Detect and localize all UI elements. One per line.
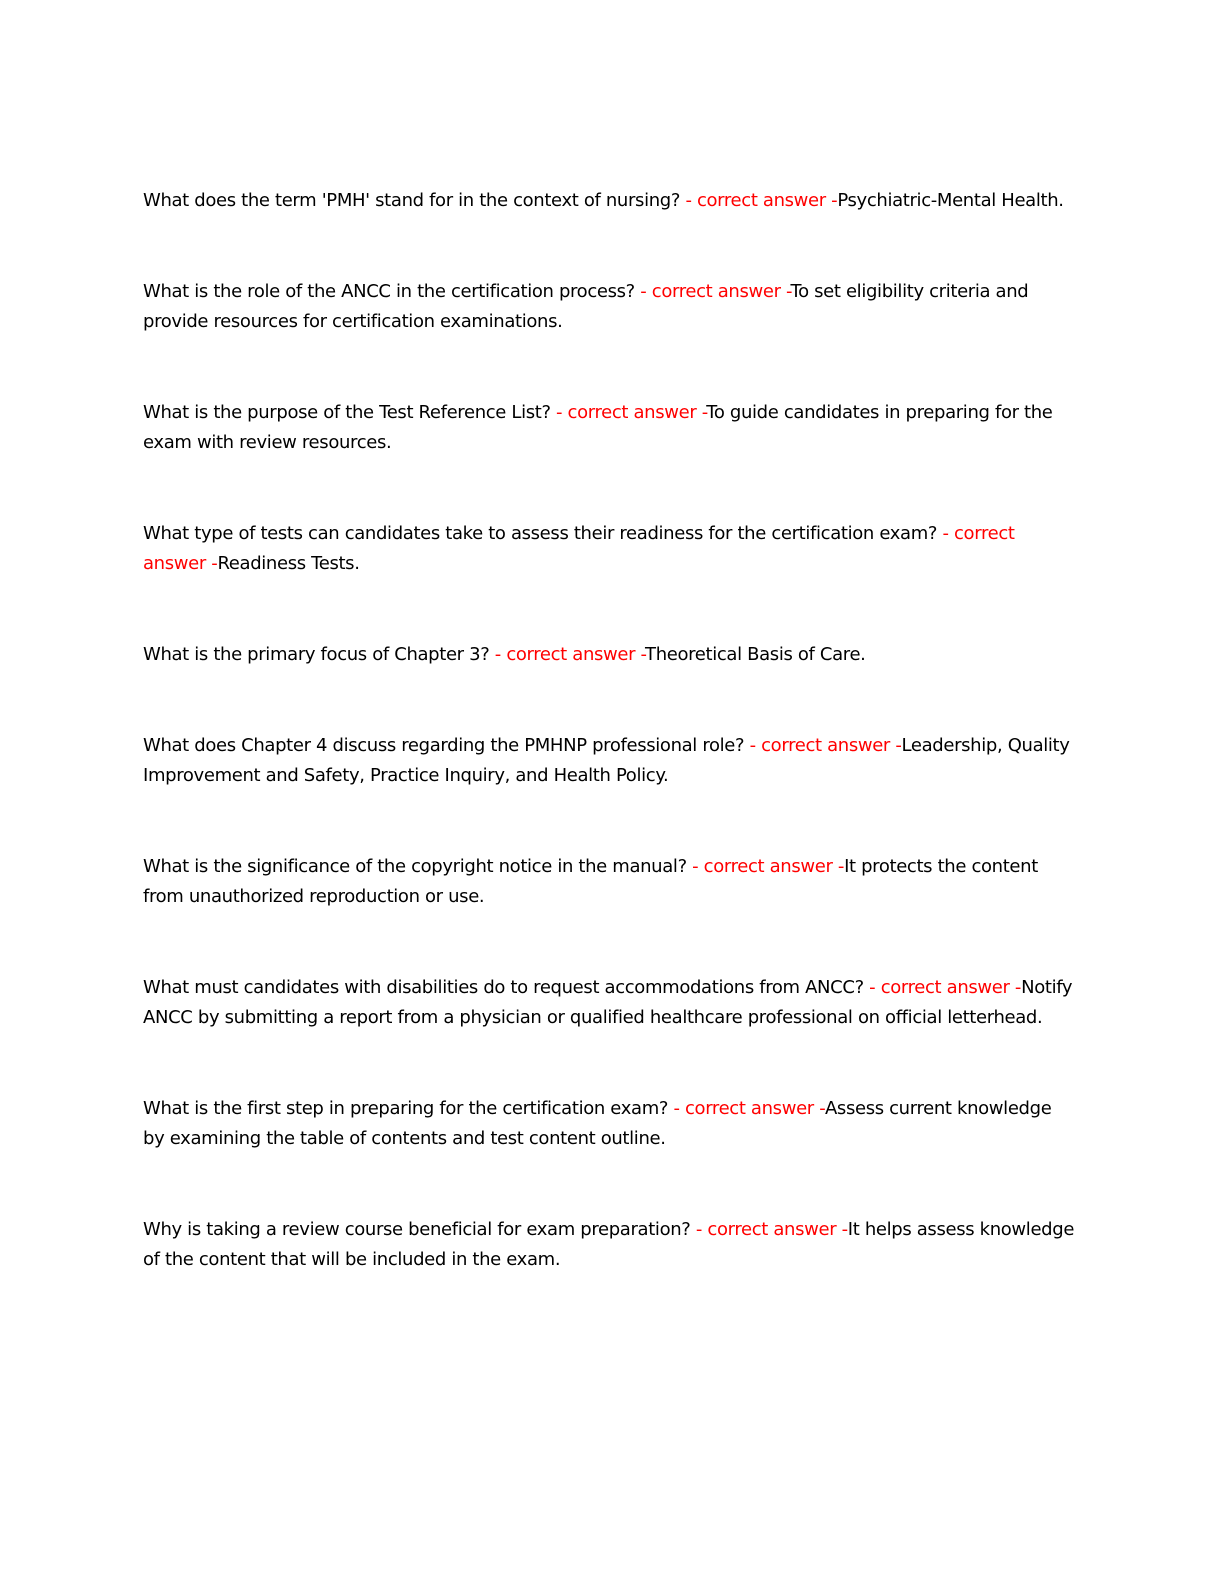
answer-text: Readiness Tests.	[217, 553, 360, 574]
question-text: What is the first step in preparing for the certification exam?	[143, 1098, 674, 1119]
correct-answer-marker: - correct answer -	[695, 1219, 848, 1240]
answer-text: It helps assess knowledge of the content that will be included in the exam.	[143, 1219, 1075, 1270]
answer-text: To guide candidates in preparing for the exam with review resources.	[143, 402, 1053, 453]
qa-item-1	[143, 186, 1078, 216]
correct-answer-marker: - correct answer -	[673, 1098, 825, 1119]
question-text: Why is taking a review course beneficial for exam preparation?	[143, 1219, 696, 1240]
correct-answer-marker: - correct answer -	[640, 281, 791, 302]
document-page	[143, 186, 1078, 1336]
correct-answer-marker: - correct answer -	[692, 856, 845, 877]
qa-item-2	[143, 277, 1078, 337]
qa-item-3	[143, 398, 1078, 458]
answer-text: Assess current knowledge by examining the table of contents and test content outline.	[143, 1098, 1052, 1149]
qa-item-5	[143, 640, 1078, 670]
qa-item-4	[143, 519, 1078, 579]
question-text: What does the term 'PMH' stand for in the context of nursing?	[143, 190, 686, 211]
qa-item-6	[143, 731, 1078, 791]
question-text: What is the significance of the copyright notice in the manual?	[143, 856, 693, 877]
answer-text: To set eligibility criteria and provide resources for certification examinations.	[143, 281, 1029, 332]
correct-answer-marker: - correct answer -	[749, 735, 902, 756]
answer-text: Notify ANCC by submitting a report from a physician or qualified healthcare professional on official letterhead.	[143, 977, 1073, 1028]
question-text: What must candidates with disabilities do to request accommodations from ANCC?	[143, 977, 870, 998]
correct-answer-marker: - correct answer -	[143, 523, 1015, 574]
correct-answer-marker: - correct answer -	[869, 977, 1022, 998]
qa-item-7	[143, 852, 1078, 912]
correct-answer-marker: - correct answer -	[494, 644, 646, 665]
question-text: What type of tests can candidates take to assess their readiness for the certification exam?	[143, 523, 943, 544]
qa-item-9	[143, 1094, 1078, 1154]
correct-answer-marker: - correct answer -	[685, 190, 838, 211]
question-text: What does Chapter 4 discuss regarding the PMHNP professional role?	[143, 735, 750, 756]
correct-answer-marker: - correct answer -	[556, 402, 707, 423]
qa-item-10	[143, 1215, 1078, 1275]
answer-text: Psychiatric-Mental Health.	[837, 190, 1064, 211]
answer-text: Leadership, Quality Improvement and Safety, Practice Inquiry, and Health Policy.	[143, 735, 1070, 786]
qa-item-8	[143, 973, 1078, 1033]
answer-text: Theoretical Basis of Care.	[645, 644, 866, 665]
question-text: What is the role of the ANCC in the certification process?	[143, 281, 641, 302]
answer-text: It protects the content from unauthorized reproduction or use.	[143, 856, 1038, 907]
question-text: What is the purpose of the Test Reference List?	[143, 402, 557, 423]
question-text: What is the primary focus of Chapter 3?	[143, 644, 495, 665]
